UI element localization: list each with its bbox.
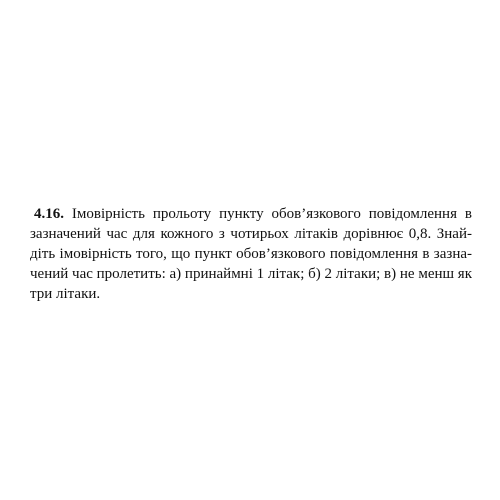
problem-line-4: чений час пролетить: а) принаймні 1 літак; б) 2 літаки; в) не менш як [30, 266, 472, 282]
problem-line-3: діть імовірність того, що пункт обов’язкового повідомлення в зазна- [30, 246, 472, 262]
problem-line-2: зазначений час для кожного з чотирьох літаків дорівнює 0,8. Знай- [30, 226, 472, 242]
problem-text [30, 204, 472, 304]
problem-line-1 [30, 204, 472, 224]
problem-line-5: три літаки. [30, 286, 101, 302]
problem-line-1-text: Імовірність прольоту пункту обов’язкового повідомлення в [64, 206, 472, 222]
problem-number: 4.16. [34, 206, 64, 222]
